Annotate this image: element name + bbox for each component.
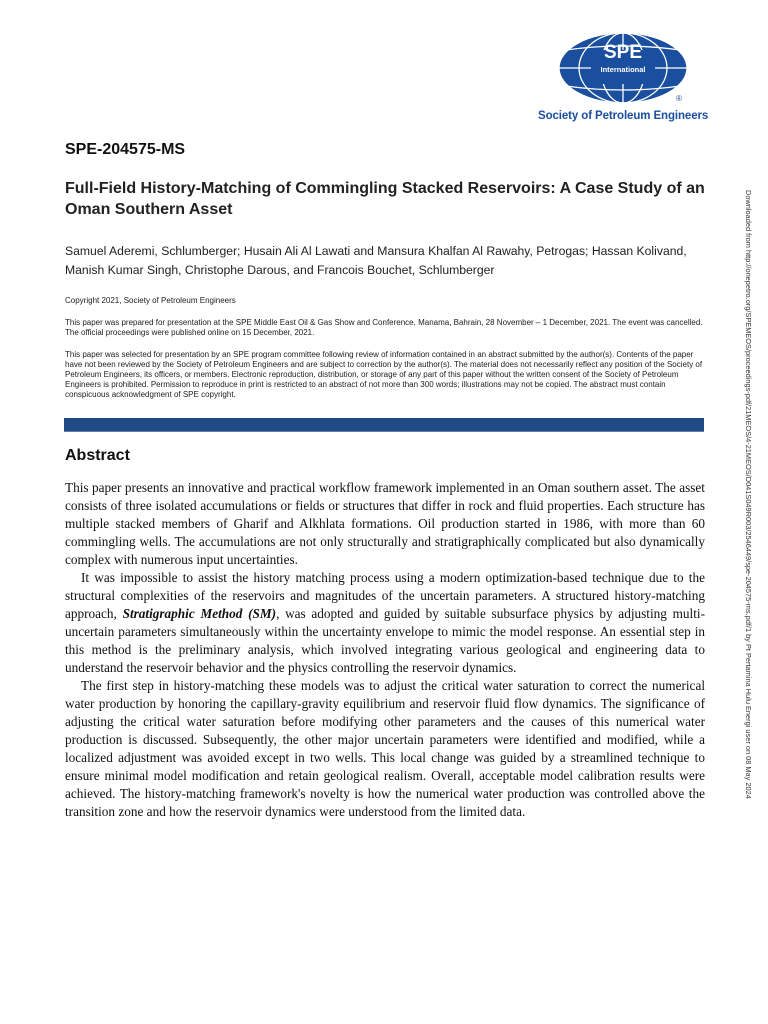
abstract-body (65, 479, 705, 821)
org-name: Society of Petroleum Engineers (538, 110, 709, 122)
download-watermark: Downloaded from http://onepetro.org/SPEMEOS/proceedings-pdf/21MEOS/4-21MEOS/D041S049R003/2546449/spe-204575-ms.pdf/1 by Pt Pertamina Hulu Energi user on 08 May 2024 (744, 190, 753, 799)
logo-subtext: International (600, 65, 646, 74)
abstract-heading: Abstract (65, 447, 130, 464)
abstract-text: , was adopted and guided by suitable subsurface physics by adjusting multi-uncertain parameters simultaneously within the uncertainty envelope to mimic the model response. An essential step in this method is the preliminary analysis, which involved integrating various geological and engineering data to understand the reservoir behavior and the physics controlling the reservoir dynamics. (65, 606, 705, 675)
paper-title: Full-Field History-Matching of Commingling Stacked Reservoirs: A Case Study of an Oman Southern Asset (65, 180, 705, 218)
abstract-paragraph (65, 569, 705, 677)
presentation-note: This paper was prepared for presentation at the SPE Middle East Oil & Gas Show and Conference, Manama, Bahrain, 28 November – 1 December, 2021. The event was cancelled. The official proceedings were published online on 15 December, 2021. (65, 318, 703, 337)
abstract-paragraph: The first step in history-matching these models was to adjust the critical water saturation to correct the numerical water production by honoring the capillary-gravity equilibrium and reservoir fluid flow dynamics. The significance of adjusting the critical water saturation before modifying other parameters and the causes of this numerical water production is discussed. Subsequently, the other major uncertain parameters were identified and modified, while a localized adjustment was avoided except in two wells. This local change was guided by a streamlined technique to ensure minimal model modification and retain geological realism. Overall, acceptable model calibration results were achieved. The history-matching framework's novelty is how the numerical water production was controlled above the transition zone and how the reservoir dynamics were understood from the limited data. (65, 678, 705, 819)
logo-wordmark: SPE (604, 42, 643, 63)
abstract-paragraph: This paper presents an innovative and practical workflow framework implemented in an Oman southern asset. The asset consists of three isolated accumulations or fields or structures that differ in rock and fluid properties. Each structure has multiple stacked members of Gharif and Alkhlata formations. Oil production started in 1986, with more than 60 commingling wells. The accumulations are not only structurally and stratigraphically complicated but also dynamically complex with numerous input uncertainties. (65, 480, 705, 567)
copyright-notice: Copyright 2021, Society of Petroleum Engineers (65, 296, 236, 305)
author-list: Samuel Aderemi, Schlumberger; Husain Ali Al Lawati and Mansura Khalfan Al Rawahy, Petrogas; Hassan Kolivand, Manish Kumar Singh, Christophe Darous, and Francois Bouchet, Schlumberger (65, 244, 687, 277)
registered-mark: ® (676, 94, 682, 103)
method-name: Stratigraphic Method (SM) (122, 606, 277, 621)
paper-id: SPE-204575-MS (65, 141, 186, 158)
section-divider (64, 418, 704, 432)
abstract-text: It was impossible to assist the history matching process using a modern optimization-based technique due to the structural complexities of the reservoirs and magnitudes of the uncertain parameters. A structured history-matching approach, (65, 570, 705, 621)
selection-note: This paper was selected for presentation by an SPE program committee following review of information contained in an abstract submitted by the author(s). Contents of the paper have not been reviewed by the Society of Petroleum Engineers and are subject to correction by the author(s). The material does not necessarily reflect any position of the Society of Petroleum Engineers, its officers, or members. Electronic reproduction, distribution, or storage of any part of this paper without the written consent of the Society of Petroleum Engineers is prohibited. Permission to reproduce in print is restricted to an abstract of not more than 300 words; illustrations may not be copied. The abstract must contain conspicuous acknowledgment of SPE copyright. (65, 350, 703, 399)
spe-logo (538, 32, 709, 124)
